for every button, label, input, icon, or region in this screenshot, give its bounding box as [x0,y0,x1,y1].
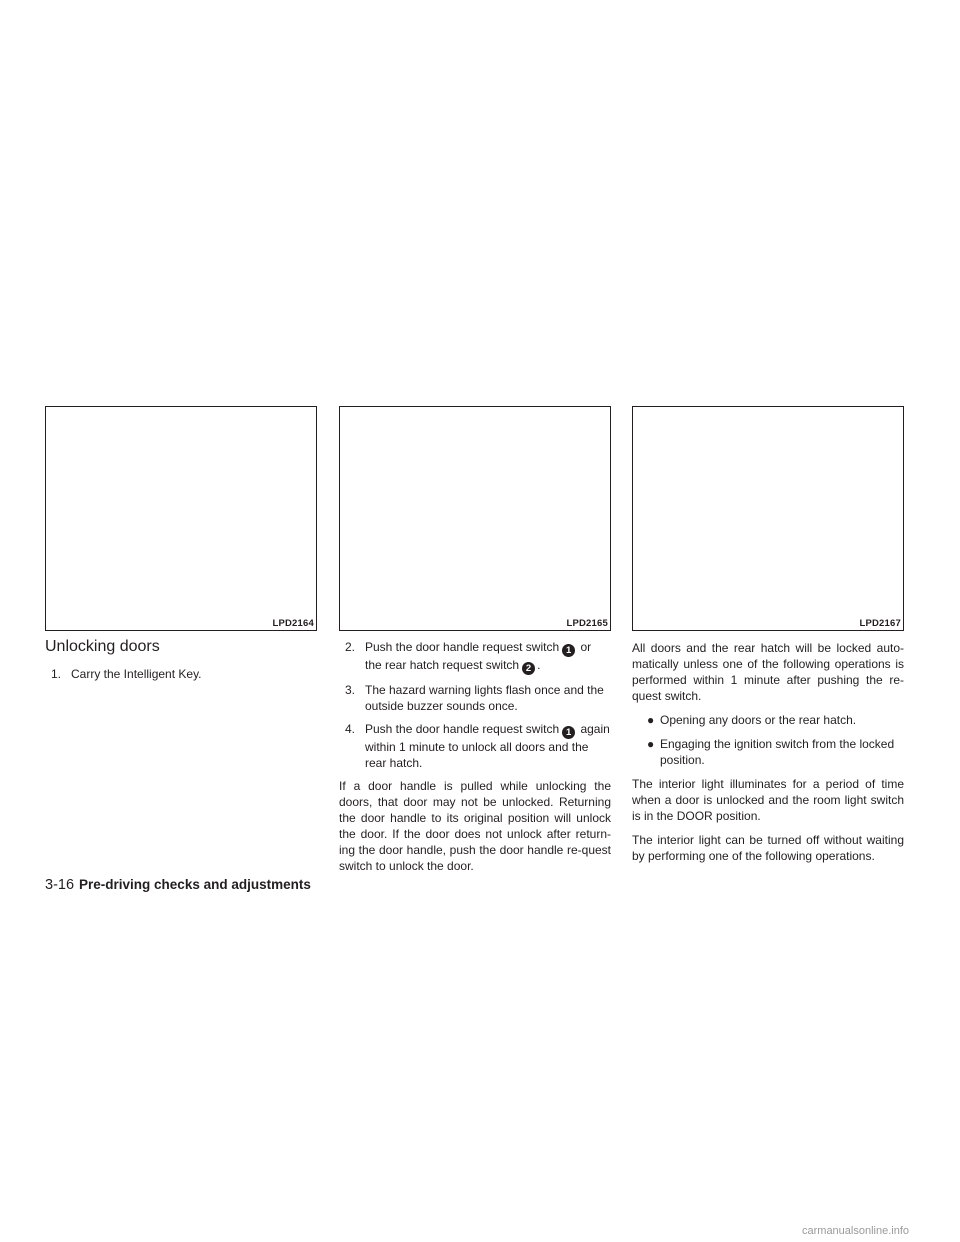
column-right [632,406,904,872]
figure-code: LPD2164 [272,618,314,629]
figure-code: LPD2167 [859,618,901,629]
figure-code: LPD2165 [566,618,608,629]
page-number: 3-16 [45,877,75,893]
bullet-icon: ● [647,713,655,727]
paragraph: If a door handle is pulled while unlocking the doors, that door may not be unlocked. Returning the door handle to its original position will unlock the door. If the door does not unlock after return-ing the door handle, push the door handle re-quest switch to unlock the door. [339,779,611,873]
steps-list [339,639,611,771]
column-left [45,406,317,689]
list-item [339,721,611,771]
callout-1-icon: 1 [562,644,575,657]
step-number: 1. [51,667,62,681]
list-item [632,736,904,768]
step-number: 2. [345,640,356,654]
callout-2-icon: 2 [522,662,535,675]
step-text: Push the door handle request switch [365,640,560,654]
bullet-text: Opening any doors or the rear hatch. [660,713,857,727]
paragraph: The interior light can be turned off without waiting by performing one of the following operations. [632,833,904,863]
paragraph: The interior light illuminates for a period of time when a door is unlocked and the room light switch is in the DOOR position. [632,777,904,823]
list-item [45,666,317,682]
step-text: or the rear hatch request switch [365,640,592,672]
chapter-title: Pre-driving checks and adjustments [79,877,311,892]
watermark: carmanualsonline.info [802,1225,910,1237]
step-text: again within 1 minute to unlock all doors and the rear hatch. [365,722,610,770]
column-middle [339,406,611,882]
step-text: . [537,658,541,672]
callout-1-icon: 1 [562,726,575,739]
paragraph: All doors and the rear hatch will be locked auto-matically unless one of the following operations is performed within 1 minute after pushing the re-quest switch. [632,641,904,703]
step-number: 4. [345,722,356,736]
list-item [339,682,611,714]
bullet-text: Engaging the ignition switch from the locked position. [660,737,895,767]
figure-lpd2165 [339,406,611,631]
list-item [632,712,904,728]
step-text: The hazard warning lights flash once and the outside buzzer sounds once. [365,683,604,713]
figure-lpd2167 [632,406,904,631]
figure-lpd2164 [45,406,317,631]
steps-list [45,666,317,682]
step-number: 3. [345,683,356,697]
step-text: Push the door handle request switch [365,722,560,736]
section-title: Unlocking doors [45,638,160,655]
step-text: Carry the Intelligent Key. [71,667,202,681]
page-footer [45,877,311,893]
bullet-icon: ● [647,737,655,751]
list-item [339,639,611,675]
